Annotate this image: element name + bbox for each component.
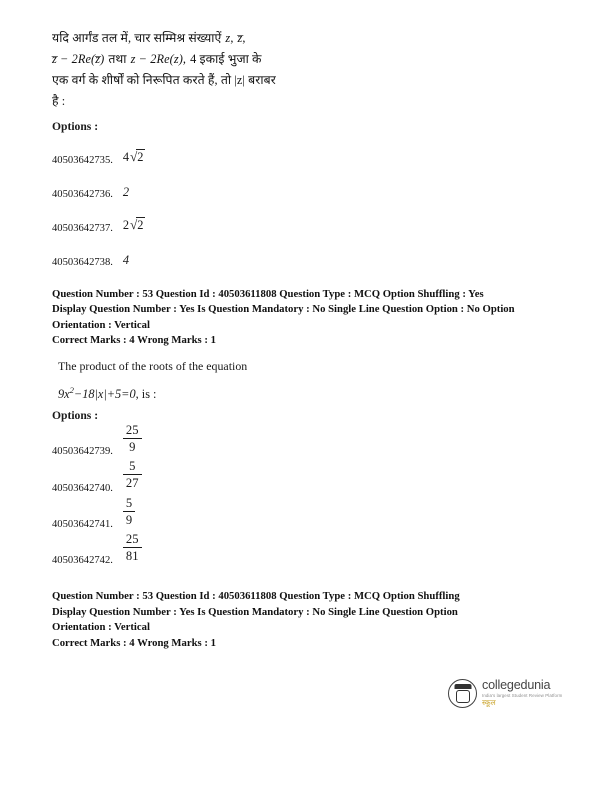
option-id: 40503642742. (52, 554, 113, 566)
hindi-line-2-tail: 4 इकाई भुजा के (190, 52, 262, 67)
collegedunia-watermark (448, 676, 566, 710)
fraction (123, 459, 142, 490)
metadata-line-1: Question Number : 53 Question Id : 40503611808 Question Type : MCQ Option Shuffling : Yes (52, 287, 484, 300)
hindi-conjunction: तथा (108, 52, 127, 67)
fraction-numerator: 25 (125, 423, 139, 438)
question-equation (58, 385, 566, 402)
options-label-first: Options : (52, 119, 99, 133)
option-coefficient: 2 (122, 218, 130, 233)
expression-zbar-minus-2rezbar: z̅ − 2Re(z̅) (52, 52, 105, 67)
metadata-line-3: Orientation : Vertical (52, 621, 150, 634)
hindi-line-1: यदि आर्गंड तल में, चार सम्मिश्र संख्याऐं z, z̅, (52, 31, 246, 45)
equation-lhs: 9x (58, 387, 70, 402)
metadata-line-1: Question Number : 53 Question Id : 40503611808 Question Type : MCQ Option Shuffling (52, 589, 460, 602)
question-metadata-second (52, 589, 566, 652)
watermark-brand: collegedunia (482, 678, 551, 693)
fraction (123, 423, 142, 454)
option-radicand: 2 (137, 150, 144, 165)
sqrt-icon: √2 (130, 217, 144, 233)
option-row[interactable] (52, 495, 566, 531)
question-text-hindi (52, 28, 566, 113)
option-value: 4 (122, 252, 130, 267)
option-value (123, 531, 142, 567)
fraction-numerator: 25 (125, 531, 139, 546)
expression-z-minus-2rez: z − 2Re(z), (130, 52, 187, 67)
option-row[interactable] (52, 531, 566, 567)
metadata-line-4: Correct Marks : 4 Wrong Marks : 1 (52, 636, 216, 649)
metadata-line-2: Display Question Number : Yes Is Question Mandatory : No Single Line Question Option (52, 605, 458, 618)
equation-tail: , is : (135, 387, 157, 402)
option-value (123, 217, 146, 235)
option-row[interactable] (52, 239, 566, 269)
option-id: 40503642735. (52, 154, 113, 166)
option-value (123, 149, 146, 167)
fraction-denominator: 9 (125, 512, 133, 527)
option-row[interactable] (52, 423, 566, 458)
option-id: 40503642739. (52, 446, 113, 458)
option-id: 40503642741. (52, 518, 113, 530)
fraction-bar (123, 511, 135, 512)
question-text-english: The product of the roots of the equation (58, 359, 248, 374)
fraction-denominator: 9 (129, 440, 136, 455)
equation-exponent: 2 (69, 385, 74, 396)
fraction-bar (123, 438, 142, 439)
metadata-line-4: Correct Marks : 4 Wrong Marks : 1 (52, 334, 216, 347)
option-row[interactable] (52, 171, 566, 201)
fraction-denominator: 27 (125, 476, 139, 491)
option-value: 2 (122, 184, 130, 199)
option-value (123, 495, 135, 531)
option-row[interactable] (52, 459, 566, 494)
equation-rhs: −18|x|+5=0 (73, 387, 136, 402)
option-row[interactable] (52, 137, 566, 167)
fraction-numerator: 5 (125, 495, 133, 510)
options-label-second: Options : (52, 409, 99, 423)
watermark-tagline: India's largest Student Review Platform (482, 692, 563, 698)
fraction-bar (123, 547, 142, 548)
symbol-z-bar: z̅ (237, 31, 243, 45)
option-radicand: 2 (137, 218, 144, 233)
hindi-line-3: एक वर्ग के शीर्षों को निरूपित करते हैं, तो |z| बराबर (52, 73, 276, 88)
option-id: 40503642736. (52, 188, 113, 200)
metadata-line-3: Orientation : Vertical (52, 318, 150, 331)
option-value (123, 423, 142, 458)
watermark-text (482, 679, 562, 707)
hindi-line-1-text: यदि आर्गंड तल में, चार सम्मिश्र संख्याऐं (52, 31, 222, 45)
question-metadata-first (52, 287, 566, 350)
option-id: 40503642740. (52, 482, 113, 494)
hindi-line-2 (52, 49, 566, 70)
option-id: 40503642738. (52, 256, 113, 268)
option-coefficient: 4 (122, 150, 130, 165)
fraction-bar (123, 474, 142, 475)
watermark-subtext: स्कूल (482, 698, 496, 708)
fraction-numerator: 5 (129, 459, 136, 474)
option-row[interactable] (52, 205, 566, 235)
sqrt-icon: √2 (130, 149, 144, 165)
hindi-line-4: है : (52, 94, 66, 109)
fraction (123, 532, 142, 563)
metadata-line-2: Display Question Number : Yes Is Question Mandatory : No Single Line Question Option : No Option (52, 303, 515, 316)
option-id: 40503642737. (52, 222, 113, 234)
fraction-denominator: 81 (125, 548, 139, 563)
fraction (123, 496, 135, 527)
graduation-cap-icon (448, 679, 477, 708)
option-value (123, 459, 142, 494)
symbol-z: z (225, 31, 231, 45)
